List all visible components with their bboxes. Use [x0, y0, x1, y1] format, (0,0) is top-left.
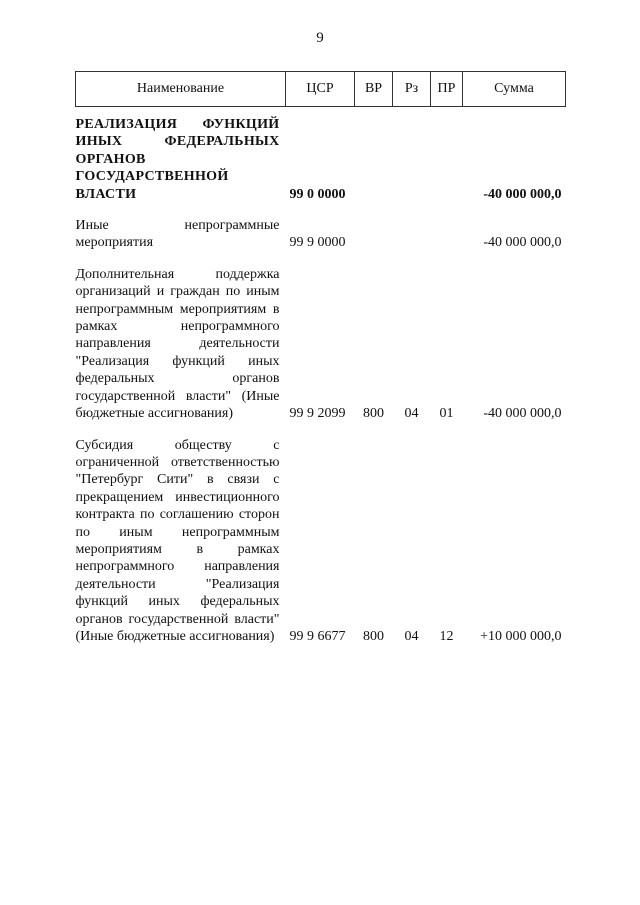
row-pr	[431, 203, 463, 252]
row-name: Иные непрограммные мероприятия	[75, 218, 280, 251]
header-rz: Рз	[393, 72, 431, 107]
row-sum: +10 000 000,0	[480, 628, 562, 644]
table-row	[76, 107, 566, 204]
row-csr: 99 9 6677	[289, 628, 346, 644]
header-csr: ЦСР	[286, 72, 355, 107]
table-row	[76, 252, 566, 423]
budget-table	[75, 71, 566, 645]
table-row	[76, 423, 566, 646]
row-name: РЕАЛИЗАЦИЯ ФУНКЦИЙ ИНЫХ ФЕДЕРАЛЬНЫХ ОРГАНОВ ГОСУДАРСТВЕННОЙ ВЛАСТИ	[75, 117, 280, 202]
table-row	[76, 203, 566, 252]
row-csr: 99 9 0000	[289, 235, 346, 251]
header-sum: Сумма	[463, 72, 566, 107]
row-rz	[393, 107, 431, 204]
row-pr: 12	[439, 628, 454, 644]
row-rz	[393, 203, 431, 252]
header-name: Наименование	[76, 72, 286, 107]
row-sum: -40 000 000,0	[483, 406, 562, 422]
header-vr: ВР	[355, 72, 393, 107]
row-sum: -40 000 000,0	[483, 186, 562, 202]
row-vr	[355, 107, 393, 204]
table-header-row	[76, 72, 566, 107]
row-csr: 99 9 2099	[289, 406, 346, 422]
row-rz: 04	[404, 406, 419, 422]
page-number: 9	[316, 30, 324, 46]
header-pr: ПР	[431, 72, 463, 107]
row-name: Дополнительная поддержка организаций и граждан по иным непрограммным мероприятиям в рамках непрограммного направления деятельности "Реализация функций иных федеральных органов государственной власти" (Иные бюджетные ассигнования)	[75, 266, 280, 422]
row-pr	[431, 107, 463, 204]
row-vr	[355, 203, 393, 252]
row-vr: 800	[363, 406, 384, 422]
row-sum: -40 000 000,0	[483, 235, 562, 251]
row-rz: 04	[404, 628, 419, 644]
row-name: Субсидия обществу с ограниченной ответственностью "Петербург Сити" в связи с прекращением инвестиционного контракта по соглашению сторон по иным непрограммным мероприятиям в рамках непрограммного направления деятельности "Реализация функций иных федеральных органов государственной власти" (Иные бюджетные ассигнования)	[75, 437, 280, 644]
row-vr: 800	[363, 628, 384, 644]
row-pr: 01	[439, 406, 454, 422]
row-csr: 99 0 0000	[289, 186, 346, 202]
